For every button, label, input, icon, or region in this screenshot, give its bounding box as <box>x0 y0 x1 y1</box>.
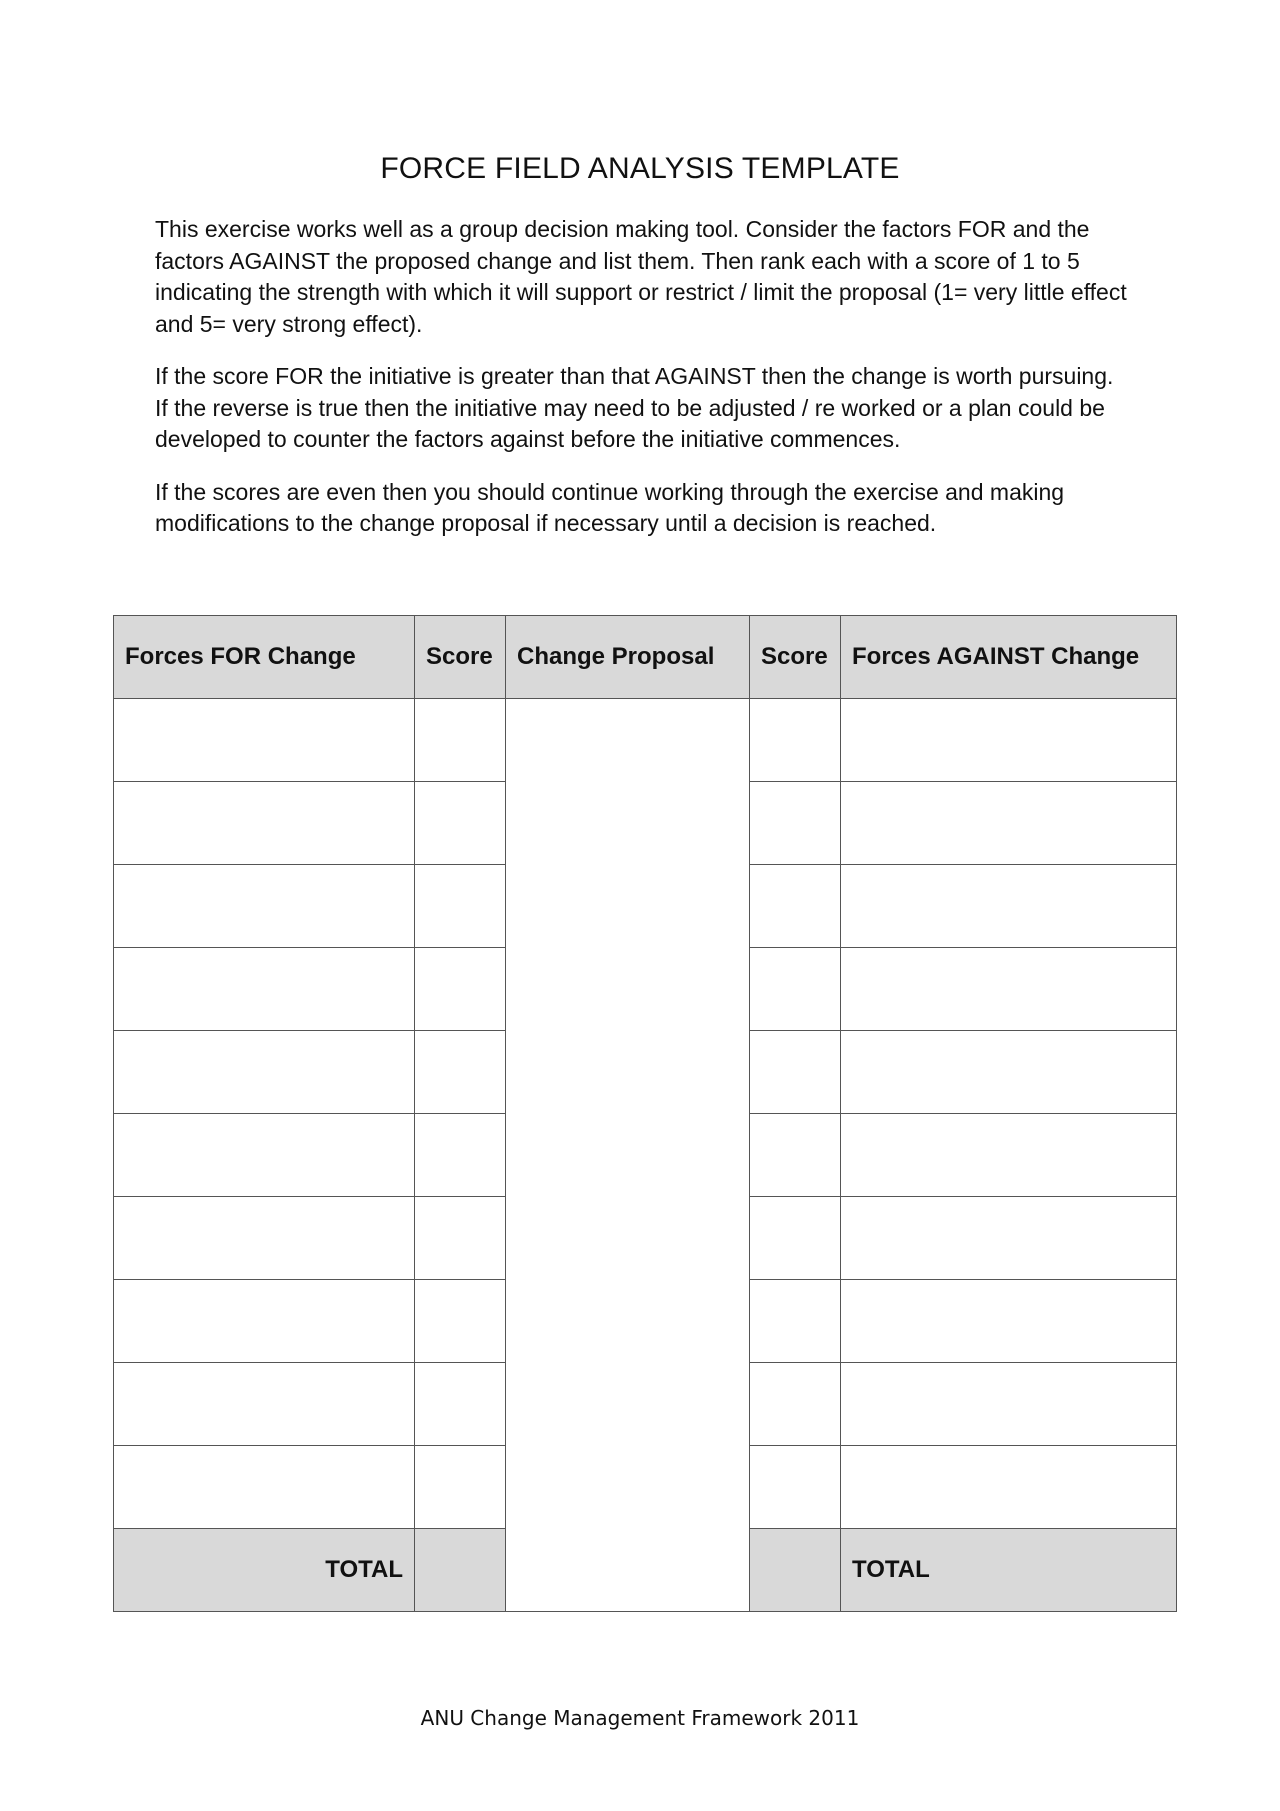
score-against-cell[interactable] <box>750 1114 841 1197</box>
force-against-cell[interactable] <box>841 782 1177 865</box>
force-for-cell[interactable] <box>114 1446 415 1529</box>
intro-paragraph-2: If the score FOR the initiative is greater than that AGAINST then the change is worth pursuing. If the reverse is true then the initiative may need to be adjusted / re worked or a plan could be developed to counter the factors against before the initiative commences. <box>155 363 1114 452</box>
score-for-cell[interactable] <box>415 1114 506 1197</box>
force-against-cell[interactable] <box>841 699 1177 782</box>
score-against-cell[interactable] <box>750 1363 841 1446</box>
force-against-cell[interactable] <box>841 1114 1177 1197</box>
force-for-cell[interactable] <box>114 1114 415 1197</box>
force-against-cell[interactable] <box>841 1446 1177 1529</box>
header-forces-against: Forces AGAINST Change <box>841 616 1177 699</box>
score-for-cell[interactable] <box>415 1031 506 1114</box>
force-for-cell[interactable] <box>114 1197 415 1280</box>
force-against-cell[interactable] <box>841 948 1177 1031</box>
total-score-against-cell[interactable] <box>750 1529 841 1612</box>
table-row <box>114 699 1177 782</box>
header-score-against: Score <box>750 616 841 699</box>
force-for-cell[interactable] <box>114 1363 415 1446</box>
header-score-for: Score <box>415 616 506 699</box>
force-for-cell[interactable] <box>114 865 415 948</box>
score-against-cell[interactable] <box>750 1031 841 1114</box>
score-against-cell[interactable] <box>750 782 841 865</box>
force-against-cell[interactable] <box>841 1031 1177 1114</box>
force-for-cell[interactable] <box>114 699 415 782</box>
score-against-cell[interactable] <box>750 865 841 948</box>
intro-paragraph-3: If the scores are even then you should continue working through the exercise and making modifications to the change proposal if necessary until a decision is reached. <box>155 478 1065 536</box>
force-against-cell[interactable] <box>841 1280 1177 1363</box>
force-against-cell[interactable] <box>841 1363 1177 1446</box>
force-against-cell[interactable] <box>841 865 1177 948</box>
score-for-cell[interactable] <box>415 699 506 782</box>
score-against-cell[interactable] <box>750 948 841 1031</box>
change-proposal-cell[interactable] <box>506 699 750 1612</box>
intro-text <box>155 214 1130 561</box>
score-against-cell[interactable] <box>750 699 841 782</box>
score-for-cell[interactable] <box>415 948 506 1031</box>
score-for-cell[interactable] <box>415 1280 506 1363</box>
page-footer: ANU Change Management Framework 2011 <box>420 1706 860 1730</box>
total-against-label: TOTAL <box>841 1529 1177 1612</box>
total-for-label: TOTAL <box>114 1529 415 1612</box>
force-for-cell[interactable] <box>114 1280 415 1363</box>
score-for-cell[interactable] <box>415 782 506 865</box>
score-for-cell[interactable] <box>415 865 506 948</box>
score-for-cell[interactable] <box>415 1197 506 1280</box>
score-for-cell[interactable] <box>415 1363 506 1446</box>
force-field-table <box>113 615 1177 1612</box>
score-against-cell[interactable] <box>750 1197 841 1280</box>
header-forces-for: Forces FOR Change <box>114 616 415 699</box>
score-against-cell[interactable] <box>750 1280 841 1363</box>
score-against-cell[interactable] <box>750 1446 841 1529</box>
table-header-row <box>114 616 1177 699</box>
page-title: FORCE FIELD ANALYSIS TEMPLATE <box>380 152 900 185</box>
header-change-proposal: Change Proposal <box>506 616 750 699</box>
force-against-cell[interactable] <box>841 1197 1177 1280</box>
total-score-for-cell[interactable] <box>415 1529 506 1612</box>
force-for-cell[interactable] <box>114 782 415 865</box>
force-for-cell[interactable] <box>114 1031 415 1114</box>
intro-paragraph-1: This exercise works well as a group decision making tool. Consider the factors FOR and the factors AGAINST the proposed change and list them. Then rank each with a score of 1 to 5 indicating the strength with which it will support or restrict / limit the proposal (1= very little effect and 5= very strong effect). <box>155 216 1127 337</box>
force-for-cell[interactable] <box>114 948 415 1031</box>
score-for-cell[interactable] <box>415 1446 506 1529</box>
